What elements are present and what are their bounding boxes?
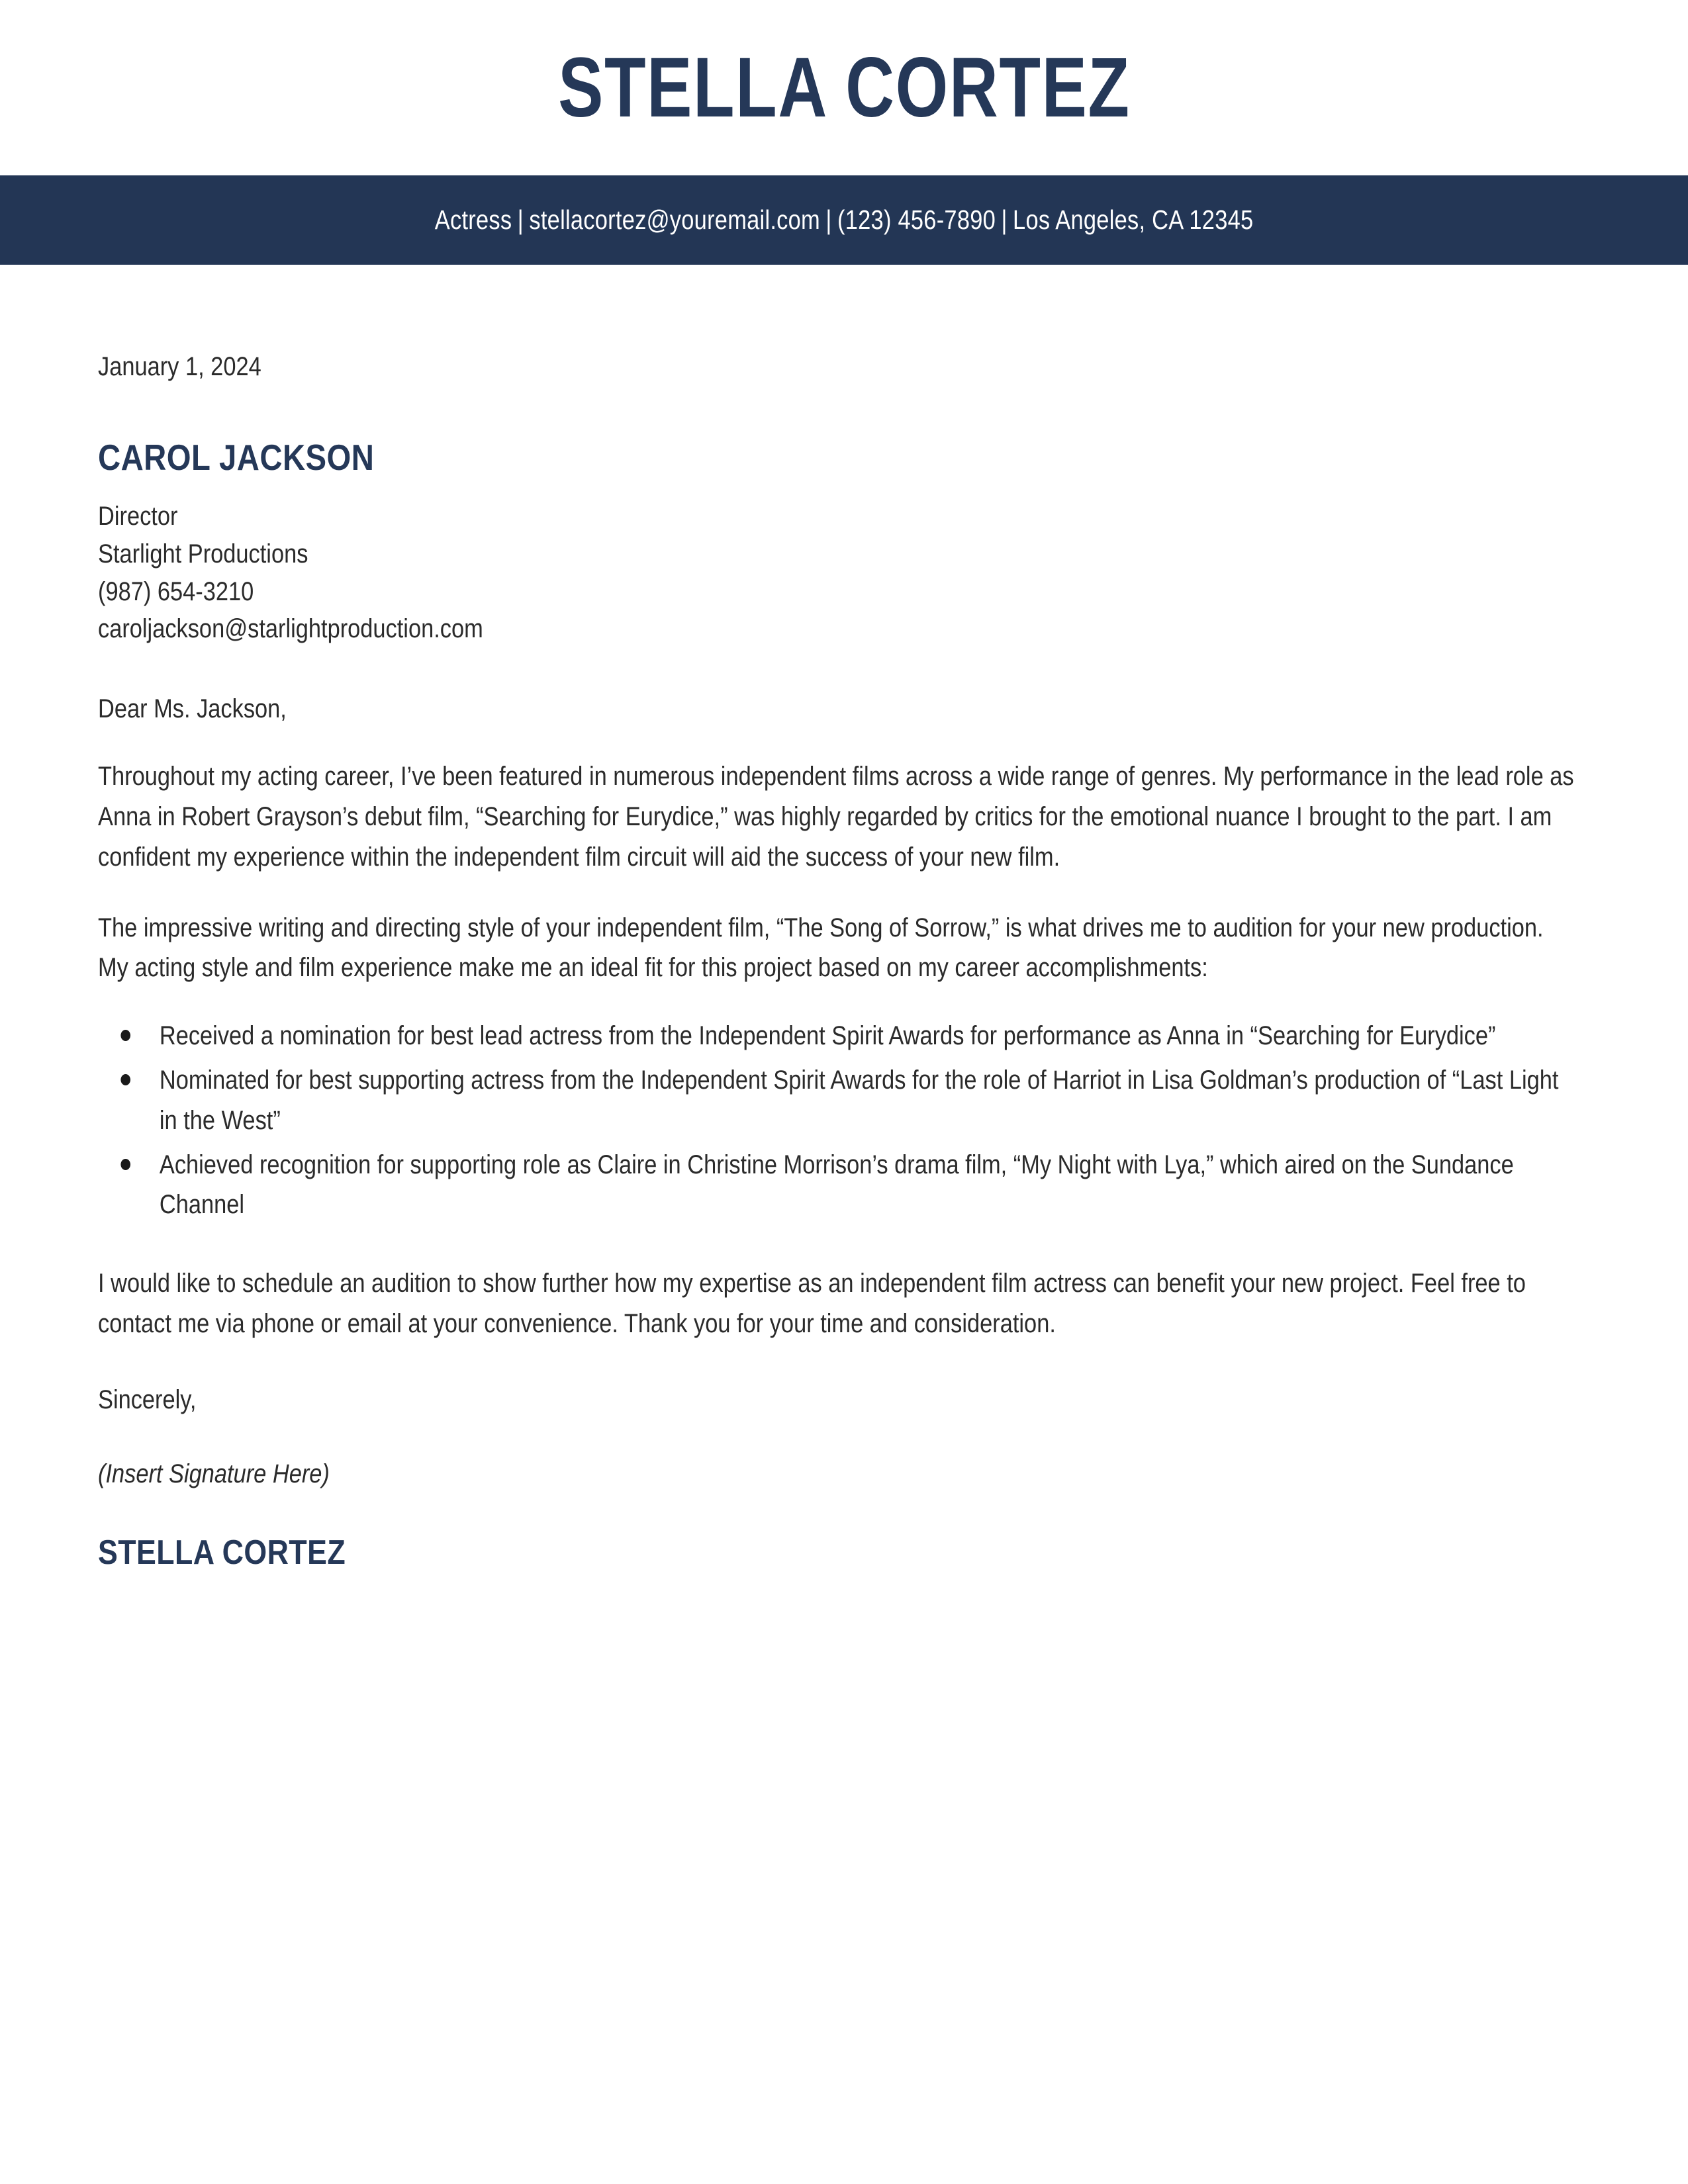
sign-off: Sincerely, bbox=[98, 1385, 197, 1414]
contact-location: Los Angeles, CA 12345 bbox=[1012, 205, 1254, 235]
letter-date: January 1, 2024 bbox=[98, 352, 261, 381]
list-item bbox=[98, 1145, 1577, 1226]
recipient-title: Director bbox=[98, 502, 178, 531]
applicant-name-heading: STELLA CORTEZ bbox=[557, 40, 1131, 135]
recipient-email[interactable]: caroljackson@starlightproduction.com bbox=[98, 614, 483, 644]
bullet-dot-icon bbox=[120, 1030, 130, 1041]
contact-phone[interactable]: (123) 456-7890 bbox=[837, 205, 996, 235]
salutation: Dear Ms. Jackson, bbox=[98, 694, 287, 724]
contact-line bbox=[435, 205, 1254, 236]
contact-bar bbox=[0, 175, 1688, 265]
contact-separator-3: | bbox=[1001, 205, 1008, 235]
contact-job-title: Actress bbox=[434, 205, 512, 235]
signature-name: STELLA CORTEZ bbox=[98, 1533, 346, 1572]
contact-email[interactable]: stellacortez@youremail.com bbox=[529, 205, 820, 235]
list-item-text: Received a nomination for best lead actress from the Independent Spirit Awards for performance as Anna in “Searching for Eurydice” bbox=[159, 1021, 1496, 1051]
bullet-dot-icon bbox=[120, 1074, 130, 1085]
recipient-details bbox=[98, 498, 1577, 648]
accomplishments-list bbox=[98, 1016, 1577, 1225]
list-item-text: Achieved recognition for supporting role as Claire in Christine Morrison’s drama film, “My Night with Lya,” which aired on the Sundance Channel bbox=[159, 1150, 1514, 1220]
contact-separator-1: | bbox=[517, 205, 524, 235]
list-item bbox=[98, 1016, 1577, 1056]
recipient-phone[interactable]: (987) 654-3210 bbox=[98, 576, 254, 606]
body-paragraph-1: Throughout my acting career, I’ve been featured in numerous independent films across a wide range of genres. My performance in the lead role as Anna in Robert Grayson’s debut film, “Searching for Eurydice,” was highly regarded by critics for the emotional nuance I brought to the part. I am confident my experience within the independent film circuit will aid the success of your new film. bbox=[98, 762, 1574, 872]
letter-body bbox=[98, 265, 1581, 1573]
recipient-name: CAROL JACKSON bbox=[98, 437, 375, 478]
closing-paragraph: I would like to schedule an audition to show further how my expertise as an independent film actress can benefit your new project. Feel free to contact me via phone or email at your convenience. Thank you for your time and consideration. bbox=[98, 1269, 1526, 1338]
list-item bbox=[98, 1060, 1577, 1141]
bullet-dot-icon bbox=[120, 1159, 130, 1170]
recipient-company: Starlight Productions bbox=[98, 539, 308, 569]
body-paragraph-2: The impressive writing and directing style of your independent film, “The Song of Sorrow,” is what drives me to audition for your new production. My acting style and film experience make me an ideal fit for this project based on my career accomplishments: bbox=[98, 913, 1544, 983]
list-item-text: Nominated for best supporting actress from the Independent Spirit Awards for the role of Harriot in Lisa Goldman’s production of “Last Light in the West” bbox=[159, 1065, 1559, 1135]
signature-placeholder: (Insert Signature Here) bbox=[98, 1459, 330, 1488]
letterhead-name-band bbox=[0, 0, 1688, 175]
contact-separator-2: | bbox=[825, 205, 832, 235]
